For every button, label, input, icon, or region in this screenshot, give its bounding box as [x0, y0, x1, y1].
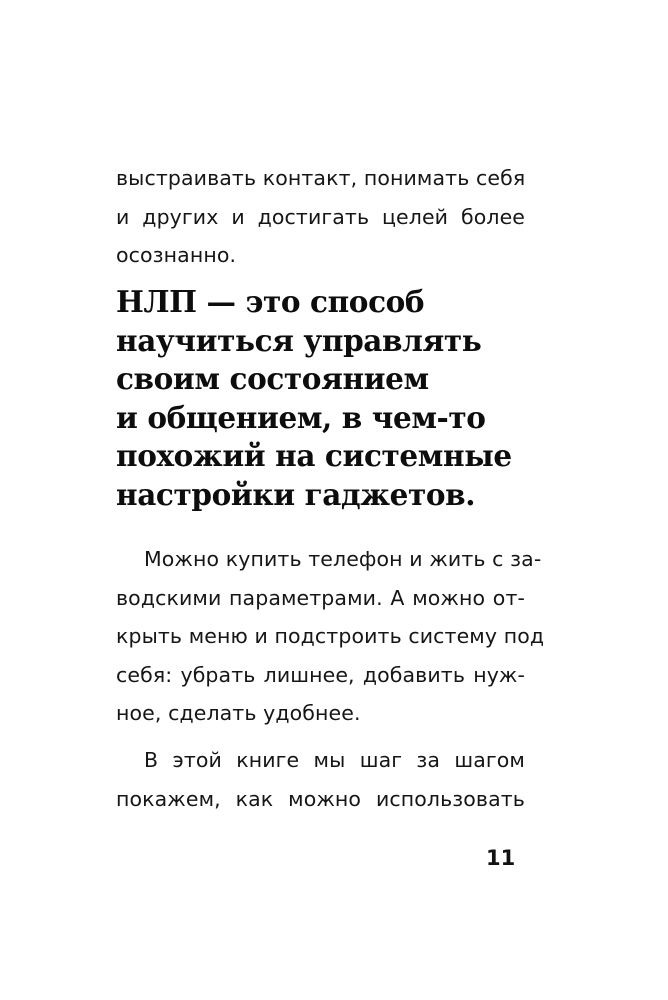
page-number: 11: [486, 846, 516, 870]
text-line: и других и достигать целей более: [116, 204, 525, 229]
text-line: ное, сделать удобнее.: [116, 701, 361, 725]
text-line: осознанно.: [116, 243, 237, 267]
paragraph-book-intro: [116, 741, 525, 818]
text-line: водскими параметрами. А можно от-: [116, 585, 525, 610]
heading-line: научиться управлять: [116, 322, 482, 358]
heading-line: похожий на системные: [116, 438, 512, 473]
heading-line: НЛП — это способ: [116, 284, 425, 319]
paragraph-phone-settings: [116, 540, 545, 733]
text-line: себя: убрать лишнее, добавить нуж-: [116, 662, 525, 687]
pull-quote-heading: [116, 283, 546, 514]
text-line: В этой книге мы шаг за шагом: [144, 748, 525, 772]
paragraph-continuation: [116, 159, 525, 275]
heading-line: и общением, в чем-то: [116, 399, 486, 435]
heading-line: настройки гаджетов.: [116, 476, 476, 512]
heading-line: своим состоянием: [116, 361, 429, 396]
text-line: Можно купить телефон и жить с за-: [144, 547, 542, 571]
text-line: крыть меню и подстроить систему под: [116, 624, 545, 648]
text-line: выстраивать контакт, понимать себя: [116, 166, 526, 190]
text-line: покажем, как можно использовать: [116, 786, 525, 811]
